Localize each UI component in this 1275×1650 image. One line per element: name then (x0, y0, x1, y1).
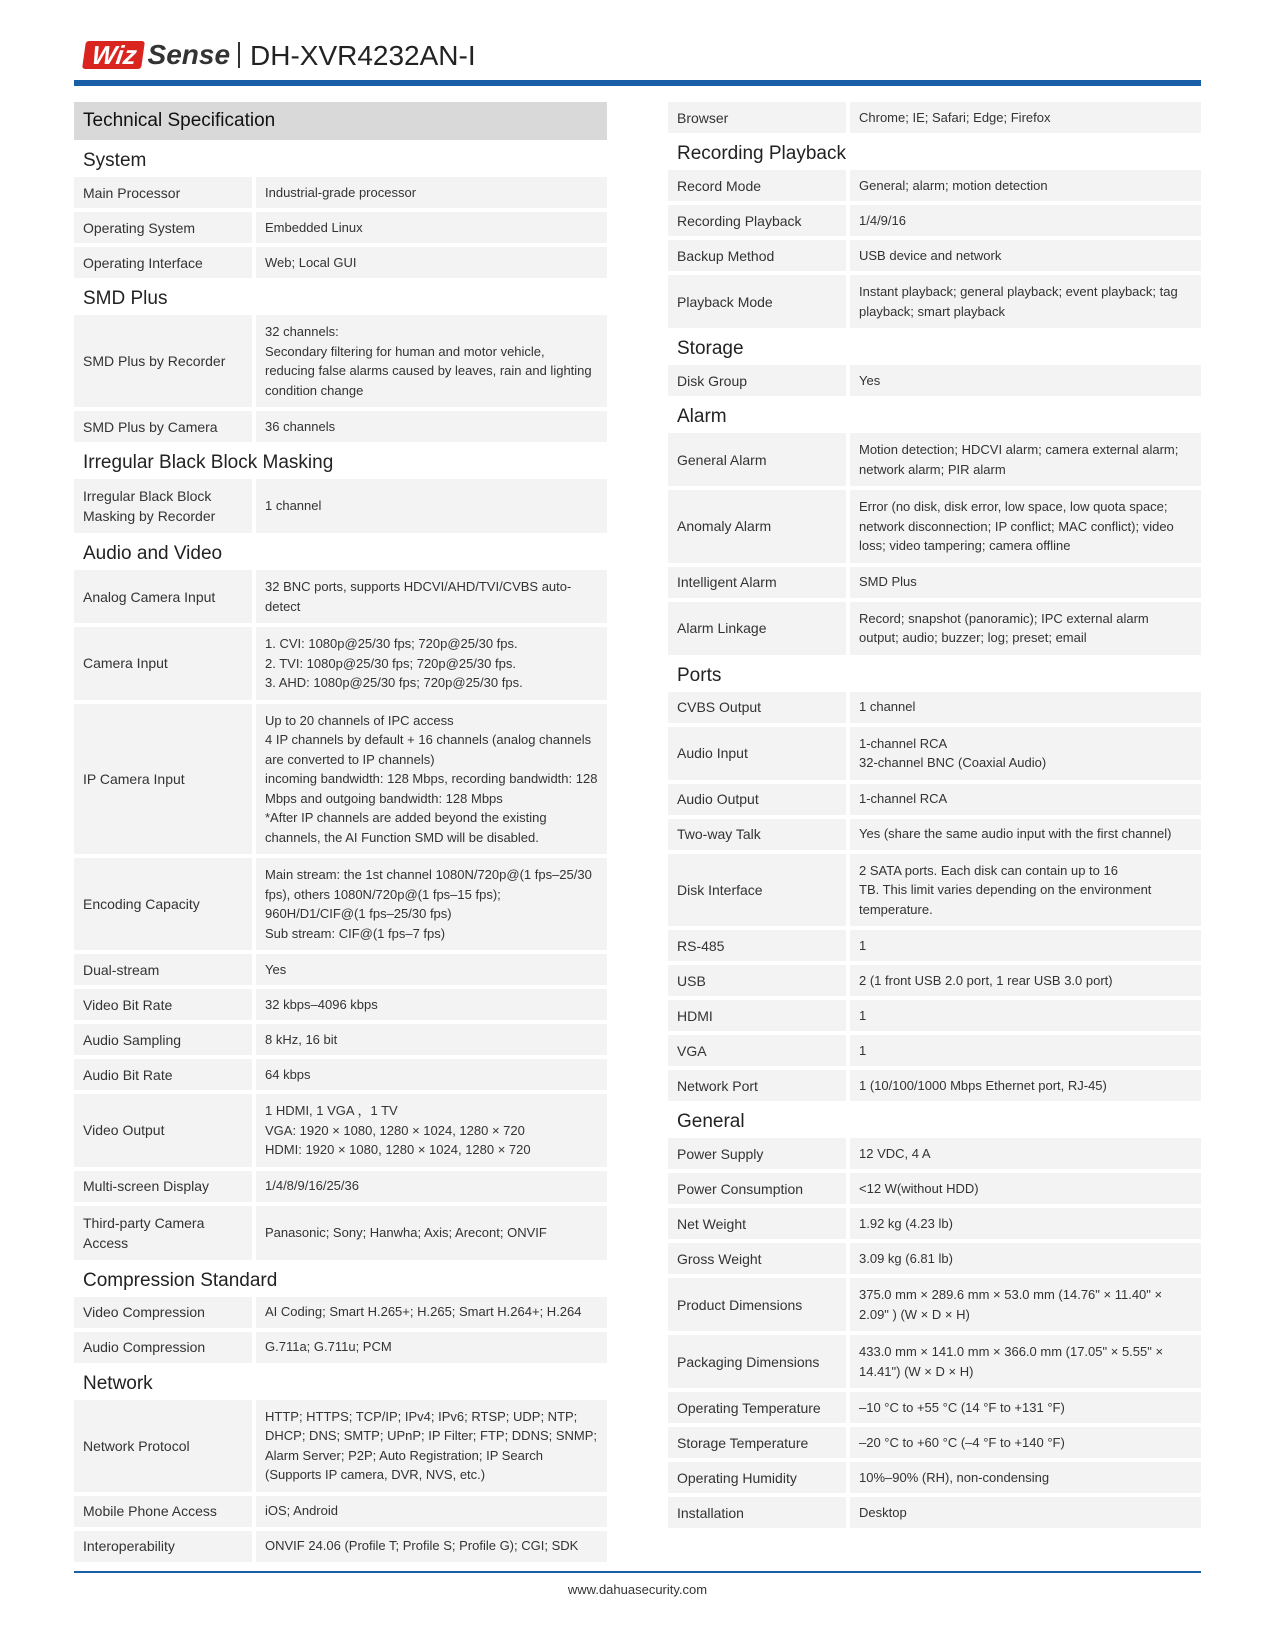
spec-label: Intelligent Alarm (668, 567, 850, 598)
spec-label: Playback Mode (668, 275, 850, 328)
model-number: DH-XVR4232AN-I (250, 40, 476, 71)
spec-value: 64 kbps (265, 1066, 311, 1082)
spec-value: 1 channel (859, 699, 916, 715)
spec-label: Audio Input (668, 727, 850, 780)
spec-row-ip-camera-input (74, 704, 607, 855)
spec-row-power-consumption (668, 1173, 1201, 1204)
spec-label: Mobile Phone Access (74, 1496, 256, 1527)
spec-row-playback-mode (668, 275, 1201, 328)
spec-value: 1-channel RCA 32-channel BNC (Coaxial Audio) (859, 735, 1047, 770)
spec-row-audio-compression (74, 1332, 607, 1363)
spec-label: Analog Camera Input (74, 570, 256, 623)
spec-label: Operating Temperature (668, 1392, 850, 1423)
spec-row-operating-temperature (668, 1392, 1201, 1423)
spec-row-cvbs-output (668, 692, 1201, 723)
spec-value: SMD Plus (859, 574, 917, 590)
spec-value: G.711a; G.711u; PCM (265, 1339, 392, 1355)
spec-value: Instant playback; general playback; event playback; tag playback; smart playback (859, 284, 1178, 319)
spec-value: ONVIF 24.06 (Profile T; Profile S; Profile G); CGI; SDK (265, 1538, 579, 1554)
spec-row-audio-bit-rate (74, 1059, 607, 1090)
footer-url: www.dahuasecurity.com (567, 1582, 708, 1597)
section-heading-compression-standard: Compression Standard (83, 1269, 278, 1291)
spec-row-audio-output (668, 784, 1201, 815)
spec-value: iOS; Android (265, 1503, 338, 1519)
spec-label: Record Mode (668, 170, 850, 201)
spec-value: Main stream: the 1st channel 1080N/720p@(1 fps–25/30 fps), others 1080N/720p@(1 fps–15 fps); 960H/D1/CIF@(1 fps–25/30 fps) Sub stream: CIF@(1 fps–7 fps) (265, 867, 592, 941)
spec-value: 32 channels: Secondary filtering for human and motor vehicle, reducing false alarms caused by leaves, rain and lighting condition change (265, 324, 592, 398)
spec-value: 32 BNC ports, supports HDCVI/AHD/TVI/CVBS auto-detect (265, 579, 572, 614)
spec-row-net-weight (668, 1208, 1201, 1239)
spec-label: Installation (668, 1497, 850, 1528)
spec-label: Third-party Camera Access (74, 1206, 256, 1260)
section-heading-general: General (677, 1111, 745, 1132)
spec-value: Yes (265, 961, 287, 977)
spec-row-third-party-camera-access (74, 1206, 607, 1260)
spec-value: Industrial-grade processor (265, 184, 417, 200)
section-heading-recording-playback: Recording Playback (677, 143, 846, 164)
spec-value: Error (no disk, disk error, low space, low quota space; network disconnection; IP conflict; MAC conflict); video loss; video tampering; camera offline (859, 499, 1174, 553)
spec-value: Desktop (859, 1504, 907, 1520)
spec-label: Backup Method (668, 240, 850, 271)
spec-label: RS-485 (668, 930, 850, 961)
spec-column-left (74, 102, 607, 1566)
spec-row-multi-screen-display (74, 1171, 607, 1202)
spec-label: Disk Interface (668, 854, 850, 927)
spec-row-two-way-talk (668, 819, 1201, 850)
spec-row-irregular-black-block-masking-by-recorder (74, 479, 607, 533)
spec-row-intelligent-alarm (668, 567, 1201, 598)
spec-label: Power Consumption (668, 1173, 850, 1204)
spec-value: Web; Local GUI (265, 254, 357, 270)
spec-value: Embedded Linux (265, 219, 363, 235)
spec-value: 32 kbps–4096 kbps (265, 996, 378, 1012)
spec-column-right (668, 102, 1201, 1532)
footer-rule (74, 1571, 1201, 1573)
spec-label: Anomaly Alarm (668, 490, 850, 563)
spec-row-encoding-capacity (74, 858, 607, 950)
spec-row-audio-sampling (74, 1024, 607, 1055)
spec-row-backup-method (668, 240, 1201, 271)
spec-row-record-mode (668, 170, 1201, 201)
spec-value: 2 (1 front USB 2.0 port, 1 rear USB 3.0 port) (859, 972, 1113, 988)
spec-label: HDMI (668, 1000, 850, 1031)
spec-label: SMD Plus by Recorder (74, 315, 256, 407)
spec-value: 1.92 kg (4.23 lb) (859, 1215, 953, 1231)
spec-value: AI Coding; Smart H.265+; H.265; Smart H.264+; H.264 (265, 1304, 582, 1320)
spec-label: Network Port (668, 1070, 850, 1101)
spec-value: –20 °C to +60 °C (–4 °F to +140 °F) (859, 1434, 1065, 1450)
spec-row-interoperability (74, 1531, 607, 1562)
spec-label: Audio Compression (74, 1332, 256, 1363)
spec-value: <12 W(without HDD) (859, 1180, 979, 1196)
spec-row-video-compression (74, 1297, 607, 1328)
spec-value: 12 VDC, 4 A (859, 1145, 931, 1161)
spec-row-operating-humidity (668, 1462, 1201, 1493)
spec-value: 1 (859, 1042, 867, 1058)
spec-value: HTTP; HTTPS; TCP/IP; IPv4; IPv6; RTSP; UDP; NTP; DHCP; DNS; SMTP; UPnP; IP Filter; FTP; DDNS; SNMP; Alarm Server; P2P; Auto Registration; IP Search (Supports IP camera, DVR, NVS, etc.) (265, 1408, 598, 1482)
spec-row-mobile-phone-access (74, 1496, 607, 1527)
spec-label: Operating Humidity (668, 1462, 850, 1493)
spec-label: Audio Output (668, 784, 850, 815)
spec-row-product-dimensions (668, 1278, 1201, 1331)
spec-row-hdmi (668, 1000, 1201, 1031)
spec-value: 10%–90% (RH), non-condensing (859, 1469, 1050, 1485)
spec-label: SMD Plus by Camera (74, 411, 256, 442)
spec-row-audio-input (668, 727, 1201, 780)
spec-value: General; alarm; motion detection (859, 177, 1048, 193)
spec-label: Camera Input (74, 627, 256, 700)
header-rule (74, 80, 1201, 86)
section-heading-irregular-black-block-masking: Irregular Black Block Masking (83, 452, 334, 473)
section-heading-system: System (83, 150, 147, 171)
spec-row-network-protocol (74, 1400, 607, 1492)
spec-row-smd-plus-by-camera (74, 411, 607, 442)
spec-row-camera-input (74, 627, 607, 700)
section-heading-network: Network (83, 1372, 153, 1394)
spec-value: 8 kHz, 16 bit (265, 1031, 338, 1047)
spec-value: –10 °C to +55 °C (14 °F to +131 °F) (859, 1399, 1065, 1415)
spec-label: Alarm Linkage (668, 602, 850, 655)
spec-row-disk-interface (668, 854, 1201, 927)
logo-wiz-badge: Wiz (82, 41, 144, 69)
spec-label: Storage Temperature (668, 1427, 850, 1458)
spec-value: 1 (859, 1007, 867, 1023)
spec-label: Net Weight (668, 1208, 850, 1239)
spec-row-disk-group (668, 365, 1201, 396)
spec-row-network-port (668, 1070, 1201, 1101)
spec-value: 1/4/9/16 (859, 212, 906, 228)
spec-value: Record; snapshot (panoramic); IPC external alarm output; audio; buzzer; log; preset; email (859, 610, 1149, 645)
spec-label: Dual-stream (74, 954, 256, 985)
spec-value: 433.0 mm × 141.0 mm × 366.0 mm (17.05" × 5.55" × 14.41") (W × D × H) (859, 1344, 1164, 1379)
spec-value: 3.09 kg (6.81 lb) (859, 1250, 953, 1266)
spec-value: Up to 20 channels of IPC access 4 IP channels by default + 16 channels (analog channels are converted to IP channels) incoming bandwidth: 128 Mbps, recording bandwidth: 128 Mbps and outgoing bandwidth: 128 Mbps *After IP channels are added beyond the existing channels, the AI Function SMD will be disabled. (265, 712, 598, 845)
section-heading-ports: Ports (677, 664, 722, 686)
spec-value: USB device and network (859, 247, 1002, 263)
spec-row-storage-temperature (668, 1427, 1201, 1458)
spec-row-recording-playback (668, 205, 1201, 236)
spec-label: Network Protocol (74, 1400, 256, 1492)
spec-value: 1 (859, 937, 867, 953)
spec-value: 1 HDMI, 1 VGA ，1 TV VGA: 1920 × 1080, 1280 × 1024, 1280 × 720 HDMI: 1920 × 1080, 1280 × 1024, 1280 × 720 (265, 1103, 531, 1157)
spec-title: Technical Specification (74, 102, 607, 140)
spec-value: 2 SATA ports. Each disk can contain up to 16 TB. This limit varies depending on the environment temperature. (859, 862, 1152, 917)
spec-value: Panasonic; Sony; Hanwha; Axis; Arecont; ONVIF (265, 1224, 547, 1240)
spec-label: Power Supply (668, 1138, 850, 1169)
spec-value: 1 (10/100/1000 Mbps Ethernet port, RJ-45) (859, 1077, 1107, 1093)
spec-row-power-supply (668, 1138, 1201, 1169)
spec-label: Video Compression (74, 1297, 256, 1328)
spec-value: Chrome; IE; Safari; Edge; Firefox (859, 109, 1051, 125)
spec-value: Motion detection; HDCVI alarm; camera external alarm; network alarm; PIR alarm (859, 442, 1179, 477)
spec-row-anomaly-alarm (668, 490, 1201, 563)
spec-label: Video Output (74, 1094, 256, 1167)
section-heading-smd-plus: SMD Plus (83, 288, 168, 309)
spec-value: 1/4/8/9/16/25/36 (265, 1178, 359, 1194)
section-heading-alarm: Alarm (677, 406, 727, 427)
spec-label: Gross Weight (668, 1243, 850, 1274)
spec-label: Main Processor (74, 177, 256, 208)
spec-row-installation (668, 1497, 1201, 1528)
spec-label: IP Camera Input (74, 704, 256, 855)
spec-value: 1 channel (265, 498, 322, 514)
spec-label: Packaging Dimensions (668, 1335, 850, 1388)
spec-row-vga (668, 1035, 1201, 1066)
spec-label: Operating System (74, 212, 256, 243)
spec-label: Operating Interface (74, 247, 256, 278)
spec-label: Product Dimensions (668, 1278, 850, 1331)
spec-label: CVBS Output (668, 692, 850, 723)
spec-label: Interoperability (74, 1531, 256, 1562)
spec-label: General Alarm (668, 433, 850, 486)
spec-value: Yes (859, 372, 881, 388)
wizsense-logo (84, 40, 230, 70)
spec-value: 375.0 mm × 289.6 mm × 53.0 mm (14.76" × 11.40" × 2.09" ) (W × D × H) (859, 1287, 1163, 1322)
spec-label: VGA (668, 1035, 850, 1066)
spec-row-operating-system (74, 212, 607, 243)
spec-row-operating-interface (74, 247, 607, 278)
spec-label: Browser (668, 102, 850, 133)
spec-row-gross-weight (668, 1243, 1201, 1274)
spec-row-video-output (74, 1094, 607, 1167)
spec-value: 1-channel RCA (859, 791, 948, 807)
spec-row-browser (668, 102, 1201, 133)
spec-row-usb (668, 965, 1201, 996)
spec-label: Audio Sampling (74, 1024, 256, 1055)
spec-row-dual-stream (74, 954, 607, 985)
spec-label: Two-way Talk (668, 819, 850, 850)
spec-row-video-bit-rate (74, 989, 607, 1020)
spec-row-general-alarm (668, 433, 1201, 486)
spec-label: Irregular Black Block Masking by Recorder (74, 479, 256, 533)
spec-row-rs-485 (668, 930, 1201, 961)
spec-label: Encoding Capacity (74, 858, 256, 950)
spec-row-main-processor (74, 177, 607, 208)
spec-label: Video Bit Rate (74, 989, 256, 1020)
section-heading-audio-and-video: Audio and Video (83, 543, 223, 564)
spec-row-analog-camera-input (74, 570, 607, 623)
spec-label: Multi-screen Display (74, 1171, 256, 1202)
spec-row-packaging-dimensions (668, 1335, 1201, 1388)
spec-value: Yes (share the same audio input with the first channel) (859, 826, 1172, 842)
spec-row-smd-plus-by-recorder (74, 315, 607, 407)
spec-label: USB (668, 965, 850, 996)
spec-row-alarm-linkage (668, 602, 1201, 655)
header-divider (238, 42, 240, 68)
spec-label: Disk Group (668, 365, 850, 396)
section-heading-storage: Storage (677, 338, 744, 359)
spec-label: Audio Bit Rate (74, 1059, 256, 1090)
spec-label: Recording Playback (668, 205, 850, 236)
logo-sense-text: Sense (147, 39, 231, 70)
spec-value: 1. CVI: 1080p@25/30 fps; 720p@25/30 fps. 2. TVI: 1080p@25/30 fps; 720p@25/30 fps. 3. AHD: 1080p@25/30 fps; 720p@25/30 fps. (265, 636, 523, 690)
spec-value: 36 channels (265, 418, 336, 434)
